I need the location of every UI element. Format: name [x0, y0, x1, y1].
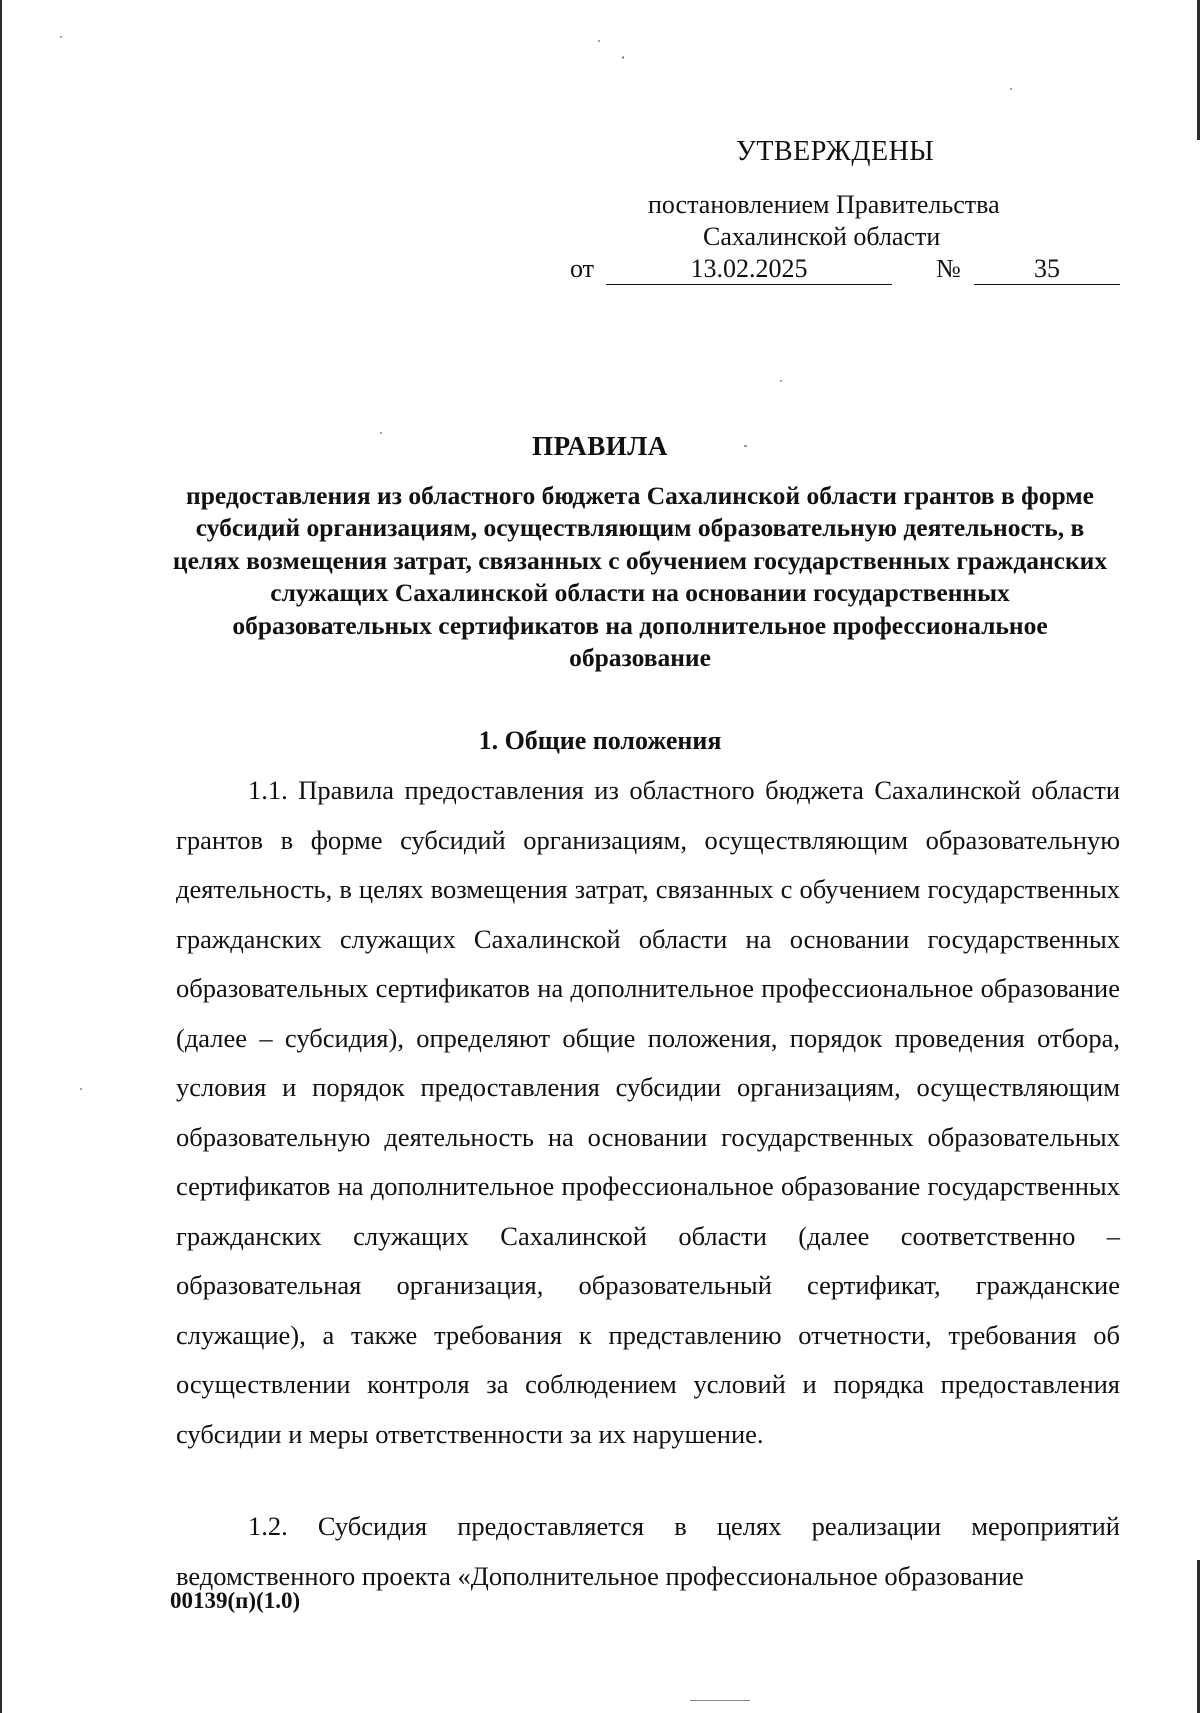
scan-edge-left: [0, 0, 2, 1713]
document-title: ПРАВИЛА: [532, 431, 668, 461]
scan-speck: [60, 36, 62, 38]
approval-date: 13.02.2025: [606, 254, 892, 285]
paragraph-1-1: [176, 766, 1120, 1459]
scan-speck: [780, 380, 782, 382]
scan-speck: [622, 56, 624, 59]
scan-speck: [690, 1700, 750, 1701]
scan-speck: [598, 40, 600, 42]
approval-heading: УТВЕРЖДЕНЫ: [736, 136, 935, 167]
number-label: №: [936, 254, 961, 283]
approval-line-2: Сахалинской области: [703, 222, 941, 251]
approval-number: 35: [974, 254, 1120, 285]
document-code: 00139(п)(1.0): [170, 1588, 301, 1613]
paragraph-1-2: [176, 1502, 1120, 1601]
document-subtitle: предоставления из областного бюджета Сахалинской области грантов в форме субсидий организациям, осуществляющим образовательную деятельность, в целях возмещения затрат, связанных с обучением государственных гражданских служащих Сахалинской области на основании государственных образовательных сертификатов на дополнительное профессиональное образование: [172, 481, 1108, 673]
paragraph-1-2-text: 1.2. Субсидия предоставляется в целях реализации мероприятий ведомственного проекта «Дополнительное профессиональное образование: [176, 1511, 1120, 1591]
approval-date-number-row: [570, 254, 1120, 288]
scan-speck: [1010, 88, 1012, 90]
scan-speck: [80, 1088, 82, 1090]
paragraph-1-1-text: 1.1. Правила предоставления из областного бюджета Сахалинской области грантов в форме субсидий организациям, осуществляющим образовательную деятельность, в целях возмещения затрат, связанных с обучением государственных гражданских служащих Сахалинской области на основании государственных образовательных сертификатов на дополнительное профессиональное образование (далее – субсидия), определяют общие положения, порядок проведения отбора, условия и порядок предоставления субсидии организациям, осуществляющим образовательную деятельность на основании государственных образовательных сертификатов на дополнительное профессиональное образование государственных гражданских служащих Сахалинской области (далее соответственно – образовательная организация, образовательный сертификат, гражданские служащие), а также требования к представлению отчетности, требования об осуществлении контроля за соблюдением условий и порядка предоставления субсидии и меры ответственности за их нарушение.: [176, 775, 1120, 1449]
section-heading: 1. Общие положения: [478, 726, 722, 755]
approval-line-1: постановлением Правительства: [648, 190, 1000, 219]
from-label: от: [570, 254, 595, 283]
